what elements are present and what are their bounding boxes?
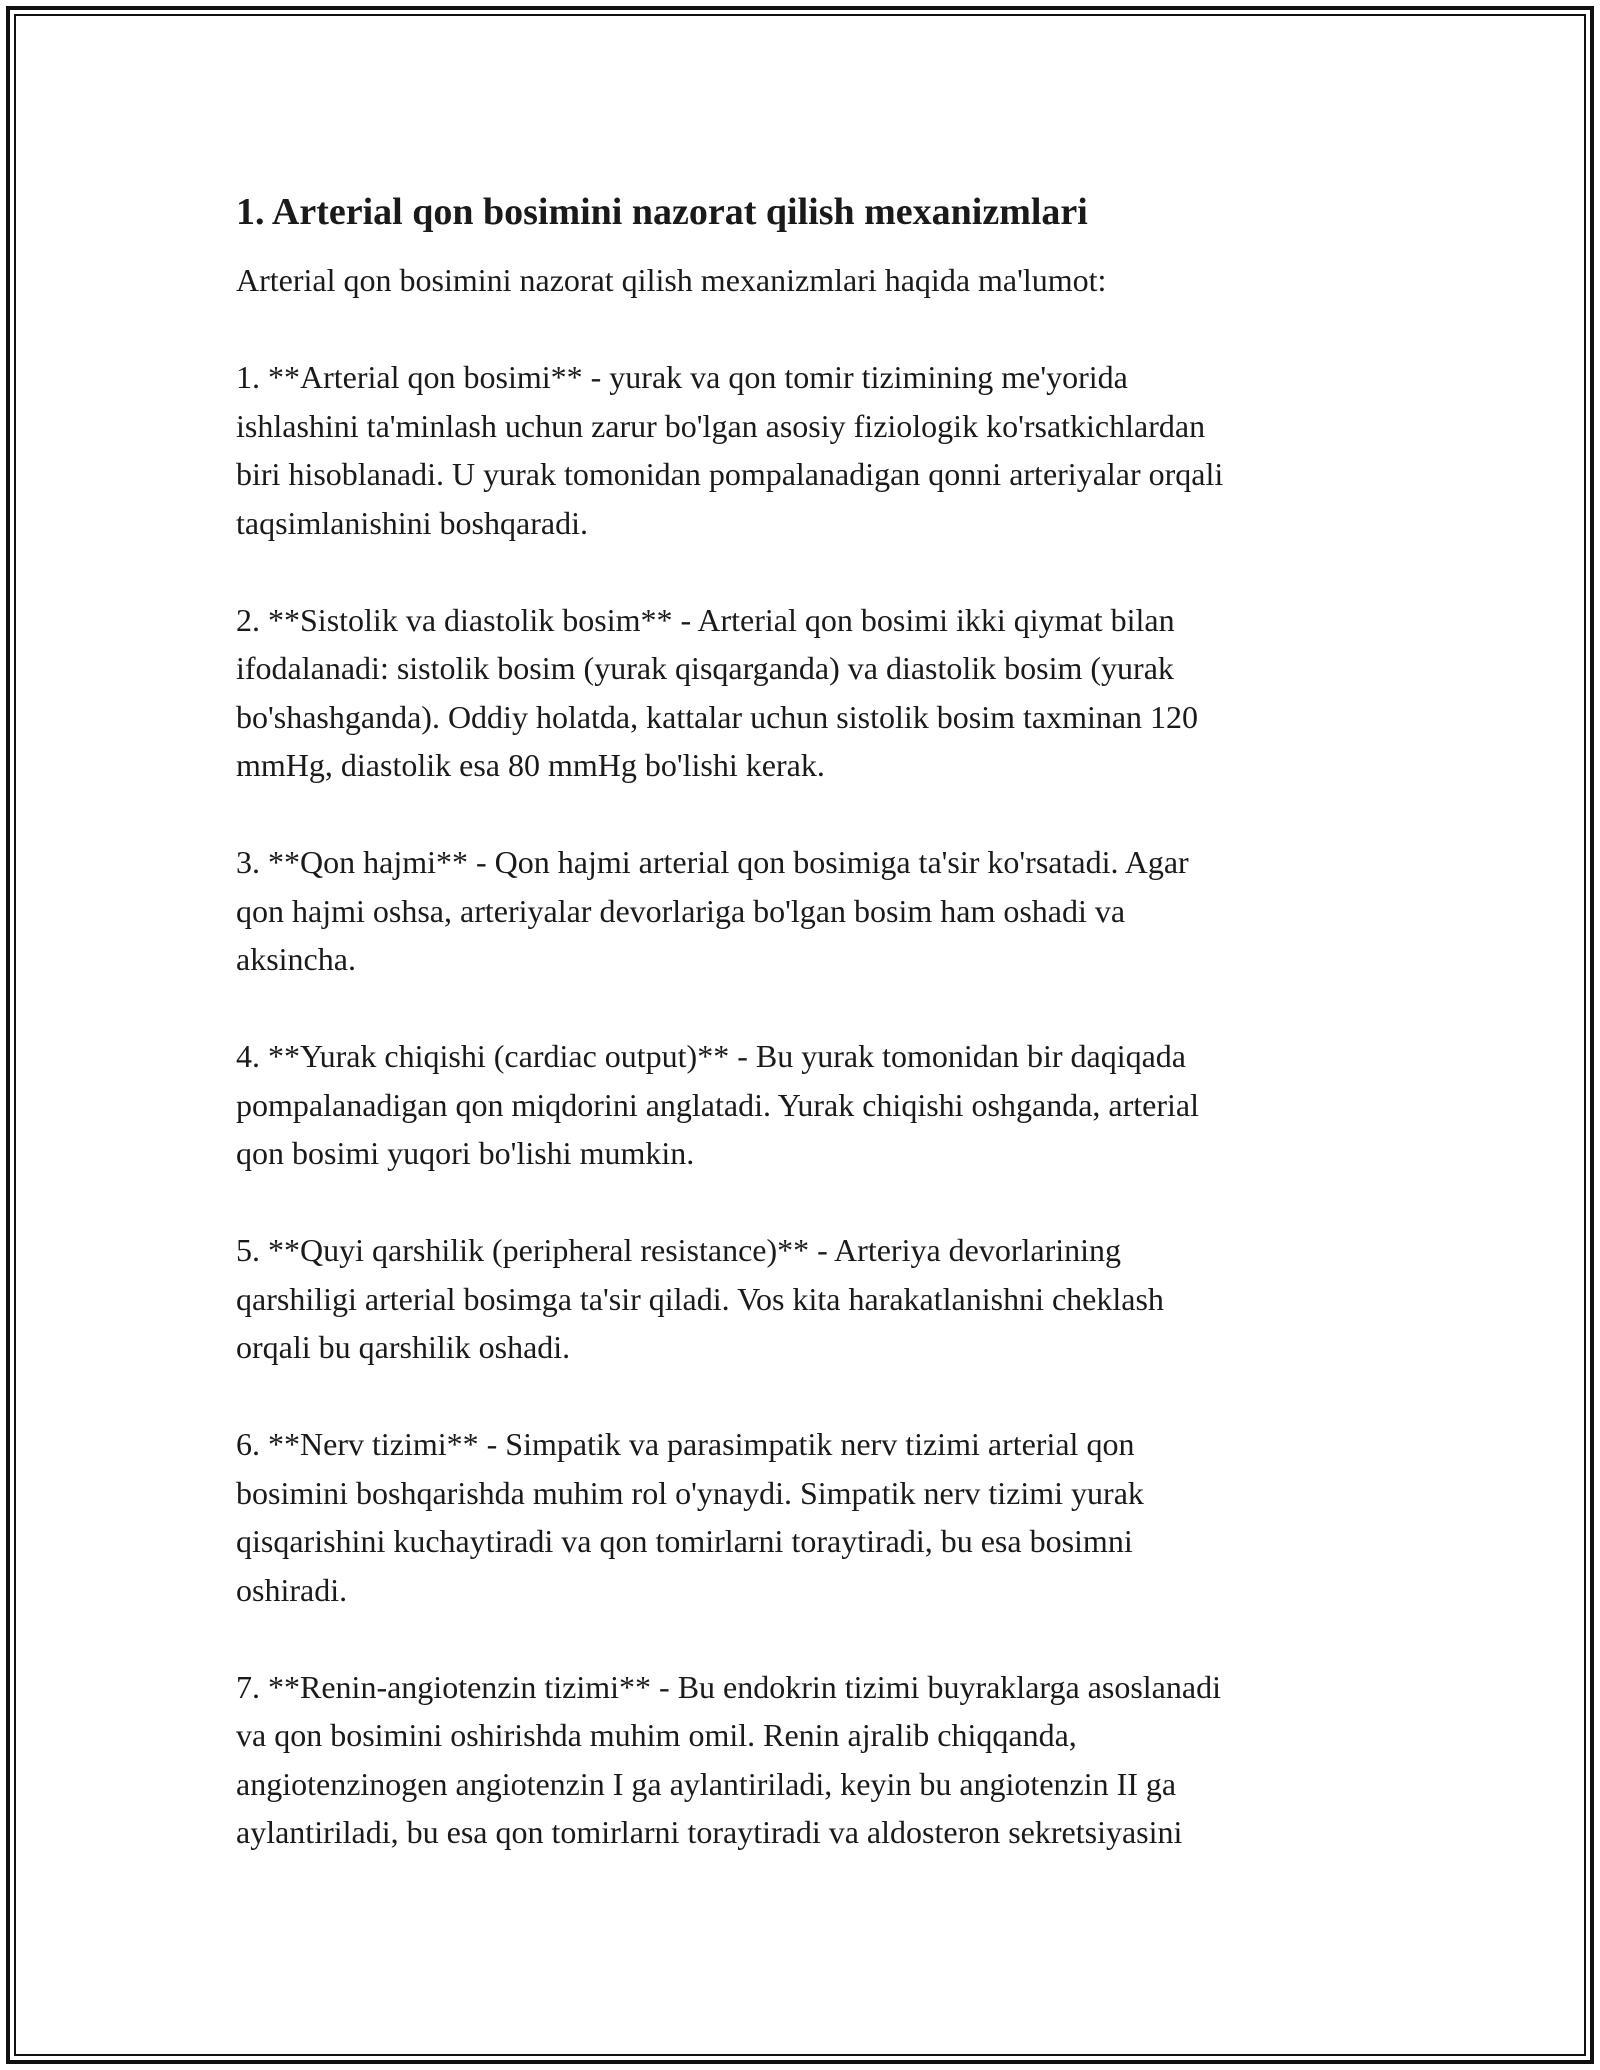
text-line: pompalanadigan qon miqdorini anglatadi. Yurak chiqishi oshganda, arterial: [236, 1086, 1199, 1123]
text-line: orqali bu qarshilik oshadi.: [236, 1329, 571, 1365]
list-item: [236, 596, 1386, 790]
list-item: [236, 1663, 1386, 1857]
text-line: qarshiligi arterial bosimga ta'sir qiladi. Vos kita harakatlanishni cheklash: [236, 1280, 1164, 1317]
text-line: qon bosimi yuqori bo'lishi mumkin.: [236, 1135, 695, 1171]
list-item: [236, 353, 1386, 547]
text-line: 1. **Arterial qon bosimi** - yurak va qon tomir tizimining me'yorida: [236, 359, 1128, 395]
text-line: 2. **Sistolik va diastolik bosim** - Arterial qon bosimi ikki qiymat bilan: [236, 601, 1175, 638]
text-line: qon hajmi oshsa, arteriyalar devorlariga bo'lgan bosim ham oshadi va: [236, 892, 1126, 929]
numbered-paragraphs: [236, 353, 1386, 1857]
list-item: [236, 1032, 1386, 1178]
text-line: bo'shashganda). Oddiy holatda, kattalar uchun sistolik bosim taxminan 120: [236, 698, 1199, 735]
list-item: [236, 1226, 1386, 1372]
text-line: bosimini boshqarishda muhim rol o'ynaydi. Simpatik nerv tizimi yurak: [236, 1474, 1144, 1511]
text-line: va qon bosimini oshirishda muhim omil. Renin ajralib chiqqanda,: [236, 1717, 1077, 1753]
document-body: [236, 186, 1386, 1905]
text-line: biri hisoblanadi. U yurak tomonidan pompalanadigan qonni arteriyalar orqali: [236, 456, 1224, 492]
text-line: ishlashini ta'minlash uchun zarur bo'lgan asosiy fiziologik ko'rsatkichlardan: [236, 407, 1206, 444]
text-line: taqsimlanishini boshqaradi.: [236, 504, 588, 541]
text-line: oshiradi.: [236, 1571, 348, 1608]
list-item: [236, 1420, 1386, 1614]
text-line: 4. **Yurak chiqishi (cardiac output)** - Bu yurak tomonidan bir daqiqada: [236, 1038, 1186, 1074]
text-line: mmHg, diastolik esa 80 mmHg bo'lishi kerak.: [236, 747, 825, 783]
text-line: aylantiriladi, bu esa qon tomirlarni toraytiradi va aldosteron sekretsiyasini: [236, 1814, 1183, 1850]
document-heading: 1. Arterial qon bosimini nazorat qilish mexanizmlari: [236, 191, 1088, 233]
intro-paragraph: Arterial qon bosimini nazorat qilish mexanizmlari haqida ma'lumot:: [236, 262, 1107, 298]
text-line: 3. **Qon hajmi** - Qon hajmi arterial qon bosimiga ta'sir ko'rsatadi. Agar: [236, 844, 1189, 880]
text-line: angiotenzinogen angiotenzin I ga aylantiriladi, keyin bu angiotenzin II ga: [236, 1765, 1177, 1802]
text-line: 5. **Quyi qarshilik (peripheral resistance)** - Arteriya devorlarining: [236, 1232, 1122, 1268]
text-line: 6. **Nerv tizimi** - Simpatik va parasimpatik nerv tizimi arterial qon: [236, 1426, 1135, 1462]
text-line: 7. **Renin-angiotenzin tizimi** - Bu endokrin tizimi buyraklarga asoslanadi: [236, 1668, 1221, 1705]
text-line: ifodalanadi: sistolik bosim (yurak qisqarganda) va diastolik bosim (yurak: [236, 650, 1174, 686]
text-line: qisqarishini kuchaytiradi va qon tomirlarni toraytiradi, bu esa bosimni: [236, 1523, 1133, 1559]
list-item: [236, 838, 1386, 984]
text-line: aksincha.: [236, 941, 356, 977]
